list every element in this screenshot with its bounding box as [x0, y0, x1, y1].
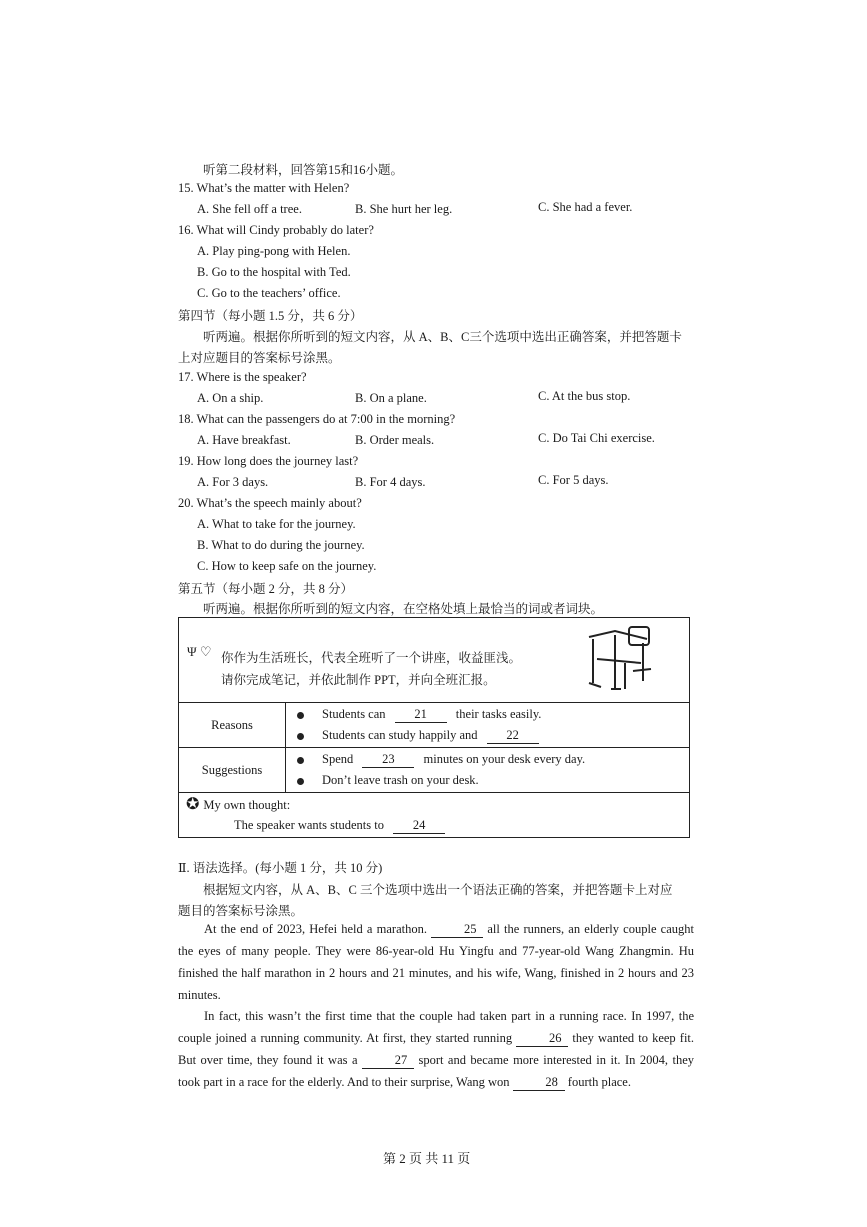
blank-26[interactable]: 26 [516, 1032, 568, 1047]
page-footer: 第 2 页 共 11 页 [383, 1151, 471, 1166]
q20-stem: 20. What’s the speech mainly about? [178, 496, 362, 510]
section4-title: 第四节（每小题 1.5 分，共 6 分） [178, 309, 363, 323]
section5-instruction: 听两遍。根据你所听到的短文内容，在空格处填上最恰当的词或者词块。 [203, 602, 604, 616]
q16-option-a[interactable]: A. Play ping-pong with Helen. [197, 244, 351, 258]
q17-stem: 17. Where is the speaker? [178, 370, 307, 384]
q20-option-c[interactable]: C. How to keep safe on the journey. [197, 559, 377, 573]
blank-23[interactable]: 23 [362, 753, 414, 768]
q18-option-c[interactable]: C. Do Tai Chi exercise. [538, 431, 655, 445]
q19-option-a[interactable]: A. For 3 days. [197, 475, 269, 489]
bullet-icon [297, 778, 304, 785]
notes-intro-2: 请你完成笔记，并依此制作 PPT，并向全班汇报。 [221, 673, 496, 687]
thought-cell [179, 793, 690, 838]
q17-option-a[interactable]: A. On a ship. [197, 391, 264, 405]
q17-option-c[interactable]: C. At the bus stop. [538, 389, 631, 403]
section5-title: 第五节（每小题 2 分，共 8 分） [178, 582, 354, 596]
desk-chair-illustration [585, 623, 657, 695]
notes-intro-1: 你作为生活班长，代表全班听了一个讲座，收益匪浅。 [221, 651, 522, 665]
section4-instruction-1: 听两遍。根据你所听到的短文内容，从 A、B、C三个选项中选出正确答案，并把答题卡 [203, 330, 682, 344]
q16-option-b[interactable]: B. Go to the hospital with Ted. [197, 265, 351, 279]
q15-stem: 15. What’s the matter with Helen? [178, 181, 350, 195]
q19-option-c[interactable]: C. For 5 days. [538, 473, 609, 487]
grammar-title: Ⅱ. 语法选择。(每小题 1 分，共 10 分) [178, 861, 383, 875]
part2-intro: 听第二段材料，回答第15和16小题。 [203, 163, 404, 177]
suggestion-item-1: Spend 23 minutes on your desk every day. [287, 749, 688, 770]
grammar-instruction-2: 题目的答案标号涂黑。 [178, 904, 304, 918]
blank-24[interactable]: 24 [393, 819, 445, 834]
suggestions-label: Suggestions [179, 748, 286, 793]
bullet-icon [297, 712, 304, 719]
blank-25[interactable]: 25 [431, 923, 483, 938]
q18-stem: 18. What can the passengers do at 7:00 in the morning? [178, 412, 456, 426]
reason-item-2: Students can study happily and 22 [287, 725, 688, 746]
reasons-cell [286, 703, 690, 748]
q15-option-a[interactable]: A. She fell off a tree. [197, 202, 302, 216]
blank-22[interactable]: 22 [487, 729, 539, 744]
bullet-icon [297, 733, 304, 740]
blank-21[interactable]: 21 [395, 708, 447, 723]
q18-option-a[interactable]: A. Have breakfast. [197, 433, 291, 447]
grammar-paragraph-1: At the end of 2023, Hefei held a marathon. 25 all the runners, an elderly couple caught the eyes of many people. They were 86-year-old Hu Yingfu and 77-year-old Wang Zhangmin. Hu finished the half marathon in 2 hours and 21 minutes, and his wife, Wang, finished in 2 hours and 23 minutes. [178, 922, 695, 1002]
q19-option-b[interactable]: B. For 4 days. [355, 475, 426, 489]
star-icon: ✪ [186, 796, 200, 813]
q17-option-b[interactable]: B. On a plane. [355, 391, 427, 405]
q16-stem: 16. What will Cindy probably do later? [178, 223, 374, 237]
suggestions-cell [286, 748, 690, 793]
q16-option-c[interactable]: C. Go to the teachers’ office. [197, 286, 341, 300]
thought-label: My own thought: [203, 798, 291, 812]
section4-instruction-2: 上对应题目的答案标号涂黑。 [178, 351, 341, 365]
q15-option-b[interactable]: B. She hurt her leg. [355, 202, 453, 216]
suggestion-item-2: Don’t leave trash on your desk. [287, 770, 688, 791]
reasons-label: Reasons [179, 703, 286, 748]
q18-option-b[interactable]: B. Order meals. [355, 433, 435, 447]
bullet-icon [297, 757, 304, 764]
blank-28[interactable]: 28 [513, 1076, 565, 1091]
reason-item-1: Students can 21 their tasks easily. [287, 704, 688, 725]
q19-stem: 19. How long does the journey last? [178, 454, 359, 468]
thought-line: The speaker wants students to 24 [180, 815, 688, 835]
handwriting-mark: Ψ ♡ [187, 644, 212, 659]
q20-option-a[interactable]: A. What to take for the journey. [197, 517, 356, 531]
grammar-instruction-1: 根据短文内容，从 A、B、C 三个选项中选出一个语法正确的答案，并把答题卡上对应 [203, 883, 673, 897]
q20-option-b[interactable]: B. What to do during the journey. [197, 538, 365, 552]
blank-27[interactable]: 27 [362, 1054, 414, 1069]
grammar-paragraph-2: In fact, this wasn’t the first time that the couple had taken part in a running race. In 1997, the couple joined a running community. At first, they started running 26 they wanted to keep fit. But over time, they found it was a 27 sport and became more interested in it. In 2004, they took part in a race for the elderly. And to their surprise, Wang won 28 fourth place. [178, 1009, 695, 1089]
q15-option-c[interactable]: C. She had a fever. [538, 200, 633, 214]
